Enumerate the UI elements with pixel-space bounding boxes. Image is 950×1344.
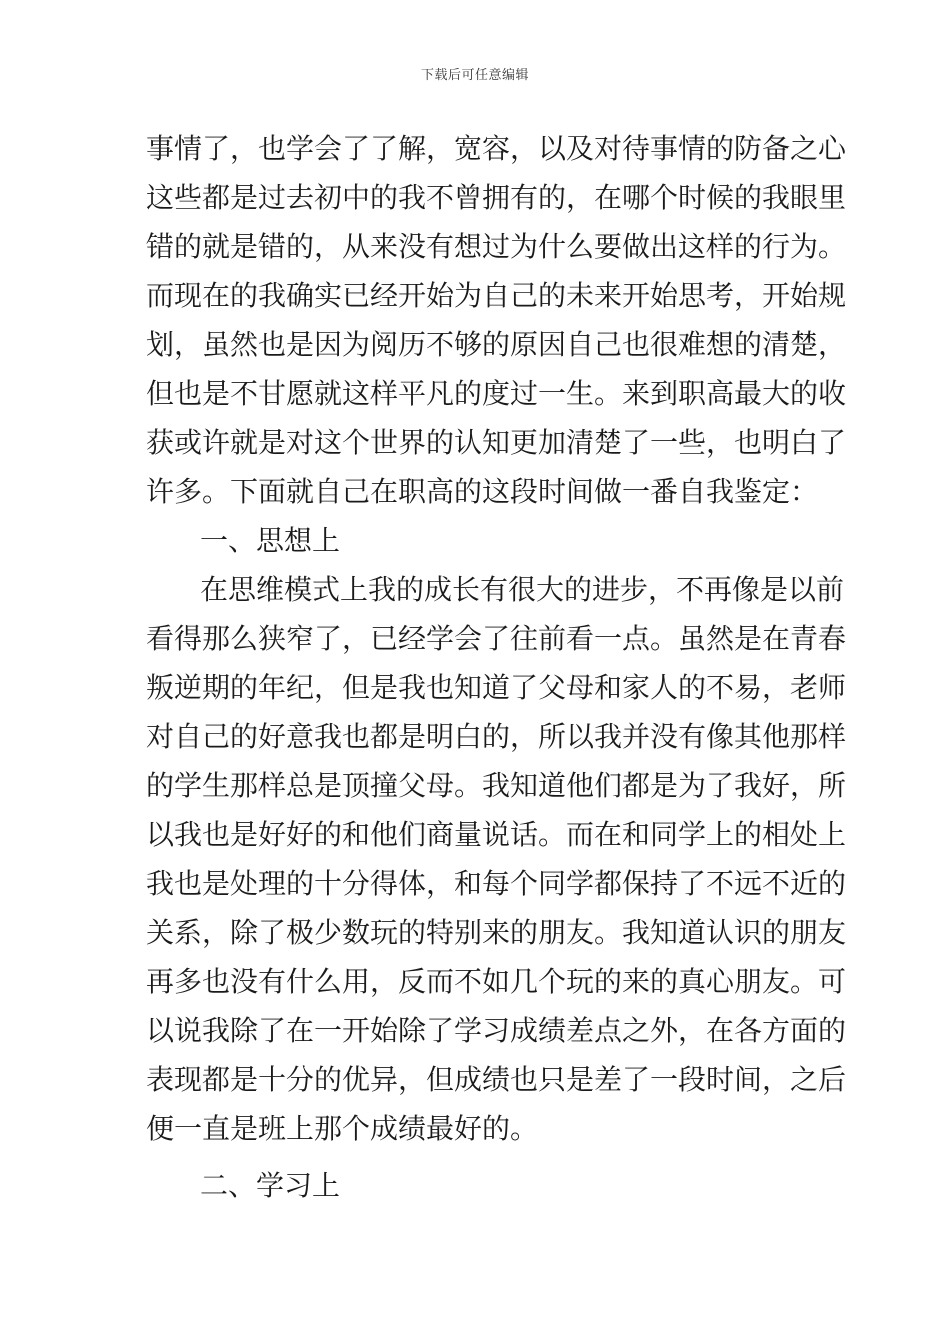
section-heading-thought: 一、思想上 (200, 524, 341, 557)
text-line: 叛逆期的年纪，但是我也知道了父母和家人的不易，老师 (146, 671, 847, 704)
text-line: 以我也是好好的和他们商量说话。而在和同学上的相处上 (146, 818, 847, 851)
text-line: 这些都是过去初中的我不曾拥有的，在哪个时候的我眼里 (146, 181, 847, 214)
text-line: 的学生那样总是顶撞父母。我知道他们都是为了我好，所 (146, 769, 847, 802)
document-body (146, 124, 847, 1210)
text-line: 许多。下面就自己在职高的这段时间做一番自我鉴定： (146, 475, 819, 508)
text-line: 以说我除了在一开始除了学习成绩差点之外，在各方面的 (146, 1014, 847, 1047)
section-heading-study: 二、学习上 (200, 1169, 341, 1202)
text-line: 关系，除了极少数玩的特别来的朋友。我知道认识的朋友 (146, 916, 847, 949)
text-line: 我也是处理的十分得体，和每个同学都保持了不远不近的 (146, 867, 847, 900)
text-line: 表现都是十分的优异，但成绩也只是差了一段时间，之后 (146, 1063, 847, 1096)
text-line: 但也是不甘愿就这样平凡的度过一生。来到职高最大的收 (146, 377, 847, 410)
text-line: 在思维模式上我的成长有很大的进步，不再像是以前 (200, 573, 845, 606)
text-line: 而现在的我确实已经开始为自己的未来开始思考，开始规 (146, 279, 847, 312)
text-line: 获或许就是对这个世界的认知更加清楚了一些，也明白了 (146, 426, 847, 459)
text-line: 错的就是错的，从来没有想过为什么要做出这样的行为。 (146, 230, 847, 263)
page-header: 下载后可任意编辑 (420, 68, 529, 83)
text-line: 划，虽然也是因为阅历不够的原因自己也很难想的清楚， (146, 328, 847, 361)
text-line: 对自己的好意我也都是明白的，所以我并没有像其他那样 (146, 720, 847, 753)
text-line: 再多也没有什么用，反而不如几个玩的来的真心朋友。可 (146, 965, 847, 998)
text-line: 事情了，也学会了了解，宽容，以及对待事情的防备之心 (146, 132, 847, 165)
text-line: 便一直是班上那个成绩最好的。 (146, 1112, 539, 1145)
text-line: 看得那么狭窄了，已经学会了往前看一点。虽然是在青春 (146, 622, 847, 655)
